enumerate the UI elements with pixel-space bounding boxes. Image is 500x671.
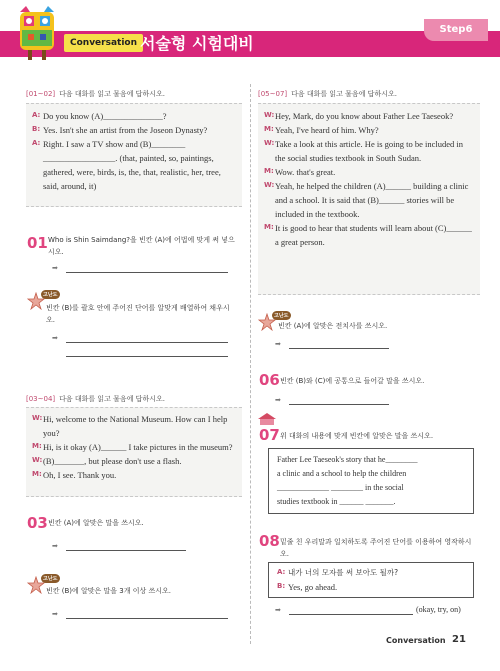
question-number-01: 01 — [27, 234, 48, 252]
column-divider — [250, 84, 251, 644]
answer-line-08[interactable] — [289, 614, 413, 615]
conversation-tag: Conversation — [64, 34, 143, 52]
dialogue-line: M: Yeah, I've heard of him. Why? — [264, 125, 379, 135]
answer-arrow-icon: ➡ — [275, 606, 281, 614]
fill-in-line: a clinic and a school to help the children — [277, 469, 407, 478]
answer-line-02a[interactable] — [66, 342, 228, 343]
page-title: 서술형 시험대비 — [140, 34, 254, 53]
section-instruction: 다음 대화를 읽고 물음에 답하시오. — [59, 395, 165, 403]
dialogue-line: A: Do you know (A)______________? — [32, 111, 167, 121]
dialogue-line: W: Yeah, he helped the children (A)______ building a clinic and a school. It is said that (B)______ stories will be included in the textbook. — [264, 181, 469, 219]
question-number-08: 08 — [259, 532, 280, 550]
question-text-04: 빈칸 (B)에 알맞은 말을 3개 이상 쓰시오. — [46, 587, 171, 595]
section-instruction: 다음 대화를 읽고 물음에 답하시오. — [59, 90, 165, 98]
dialogue-line: M: Oh, I see. Thank you. — [32, 470, 117, 480]
question-text-08: 밑줄 친 우리말과 일치하도록 주어진 단어를 이용하여 영작하시오. — [280, 538, 472, 558]
question-text-06: 빈칸 (B)와 (C)에 공통으로 들어갈 말을 쓰시오. — [280, 377, 425, 385]
question-number-07: 07 — [259, 426, 280, 444]
answer-arrow-icon: ➡ — [52, 610, 58, 618]
question-text-03: 빈칸 (A)에 알맞은 말을 쓰시오. — [48, 519, 144, 527]
section-code: [01~02] — [26, 90, 56, 98]
dialogue-line: A: Right. I saw a TV show and (B)________ _________________. (that, painted, so, paintings, gathered, were, birds, is, the, that, realistic, her, tree, said, around, it) — [32, 139, 221, 191]
fill-in-line: Father Lee Taeseok's story that he________ — [277, 455, 418, 464]
section-heading-05-07 — [258, 89, 397, 99]
answer-arrow-icon: ➡ — [52, 334, 58, 342]
dialogue-box-08 — [268, 562, 474, 598]
answer-line-05[interactable] — [289, 348, 389, 349]
answer-arrow-icon: ➡ — [52, 542, 58, 550]
section-code: [03~04] — [26, 395, 56, 403]
dialogue-line: W: Hey, Mark, do you know about Father Lee Taeseok? — [264, 111, 454, 121]
hard-badge: 고난도 — [274, 313, 289, 319]
dialogue-line: B: Yes. Isn't she an artist from the Joseon Dynasty? — [32, 125, 208, 135]
hint-words-08: (okay, try, on) — [416, 605, 461, 614]
answer-arrow-icon: ➡ — [275, 396, 281, 404]
fill-in-line: studies textbook in ______ _______. — [277, 497, 396, 506]
dialogue-line: A: 내가 너의 모자를 써 보아도 될까? — [277, 568, 399, 577]
answer-line-03[interactable] — [66, 550, 186, 551]
question-text-07: 위 대화의 내용에 맞게 빈칸에 알맞은 말을 쓰시오. — [280, 432, 434, 440]
footer-section-label: Conversation — [386, 636, 446, 645]
section-instruction: 다음 대화를 읽고 물음에 답하시오. — [291, 90, 397, 98]
dialogue-line: W: (B)_______, but please don't use a flash. — [32, 456, 182, 466]
question-text-02: 빈칸 (B)를 괄호 안에 주어진 단어를 알맞게 배열하여 채우시오. — [46, 304, 230, 324]
dialogue-box-01-02 — [26, 103, 242, 207]
question-text-05: 빈칸 (A)에 알맞은 전치사를 쓰시오. — [278, 322, 388, 330]
hard-badge: 고난도 — [43, 292, 58, 298]
hard-badge: 고난도 — [43, 576, 58, 582]
dialogue-box-03-04 — [26, 407, 242, 497]
question-number-06: 06 — [259, 371, 280, 389]
page-number: 21 — [452, 634, 466, 645]
section-code: [05~07] — [258, 90, 288, 98]
fill-in-line: _____________ ________ in the social — [277, 483, 404, 492]
fill-in-box-07 — [268, 448, 474, 514]
question-text-01: Who is Shin Saimdang?을 빈칸 (A)에 어법에 맞게 써 넣으시오. — [48, 236, 235, 256]
dialogue-box-05-07 — [258, 103, 480, 295]
section-heading-01-02 — [26, 89, 165, 99]
dialogue-line: M: Hi, is it okay (A)______ I take pictures in the museum? — [32, 442, 233, 452]
dialogue-line: W: Hi, welcome to the National Museum. How can I help you? — [32, 414, 228, 438]
answer-arrow-icon: ➡ — [275, 340, 281, 348]
step-badge: Step6 — [424, 19, 488, 41]
owl-mascot-icon — [14, 6, 60, 62]
answer-line-01[interactable] — [66, 272, 228, 273]
dialogue-line: W: Take a look at this article. He is going to be included in the social studies textbook in South Sudan. — [264, 139, 464, 163]
section-heading-03-04 — [26, 394, 165, 404]
question-number-03: 03 — [27, 514, 48, 532]
answer-line-02b[interactable] — [66, 356, 228, 357]
answer-line-04[interactable] — [66, 618, 228, 619]
dialogue-line: M: It is good to hear that students will learn about (C)______ a great person. — [264, 223, 472, 247]
top-score-icon — [258, 413, 276, 425]
dialogue-line: M: Wow. that's great. — [264, 167, 336, 177]
answer-line-06[interactable] — [289, 404, 389, 405]
dialogue-line: B: Yes, go ahead. — [277, 582, 338, 592]
answer-arrow-icon: ➡ — [52, 264, 58, 272]
